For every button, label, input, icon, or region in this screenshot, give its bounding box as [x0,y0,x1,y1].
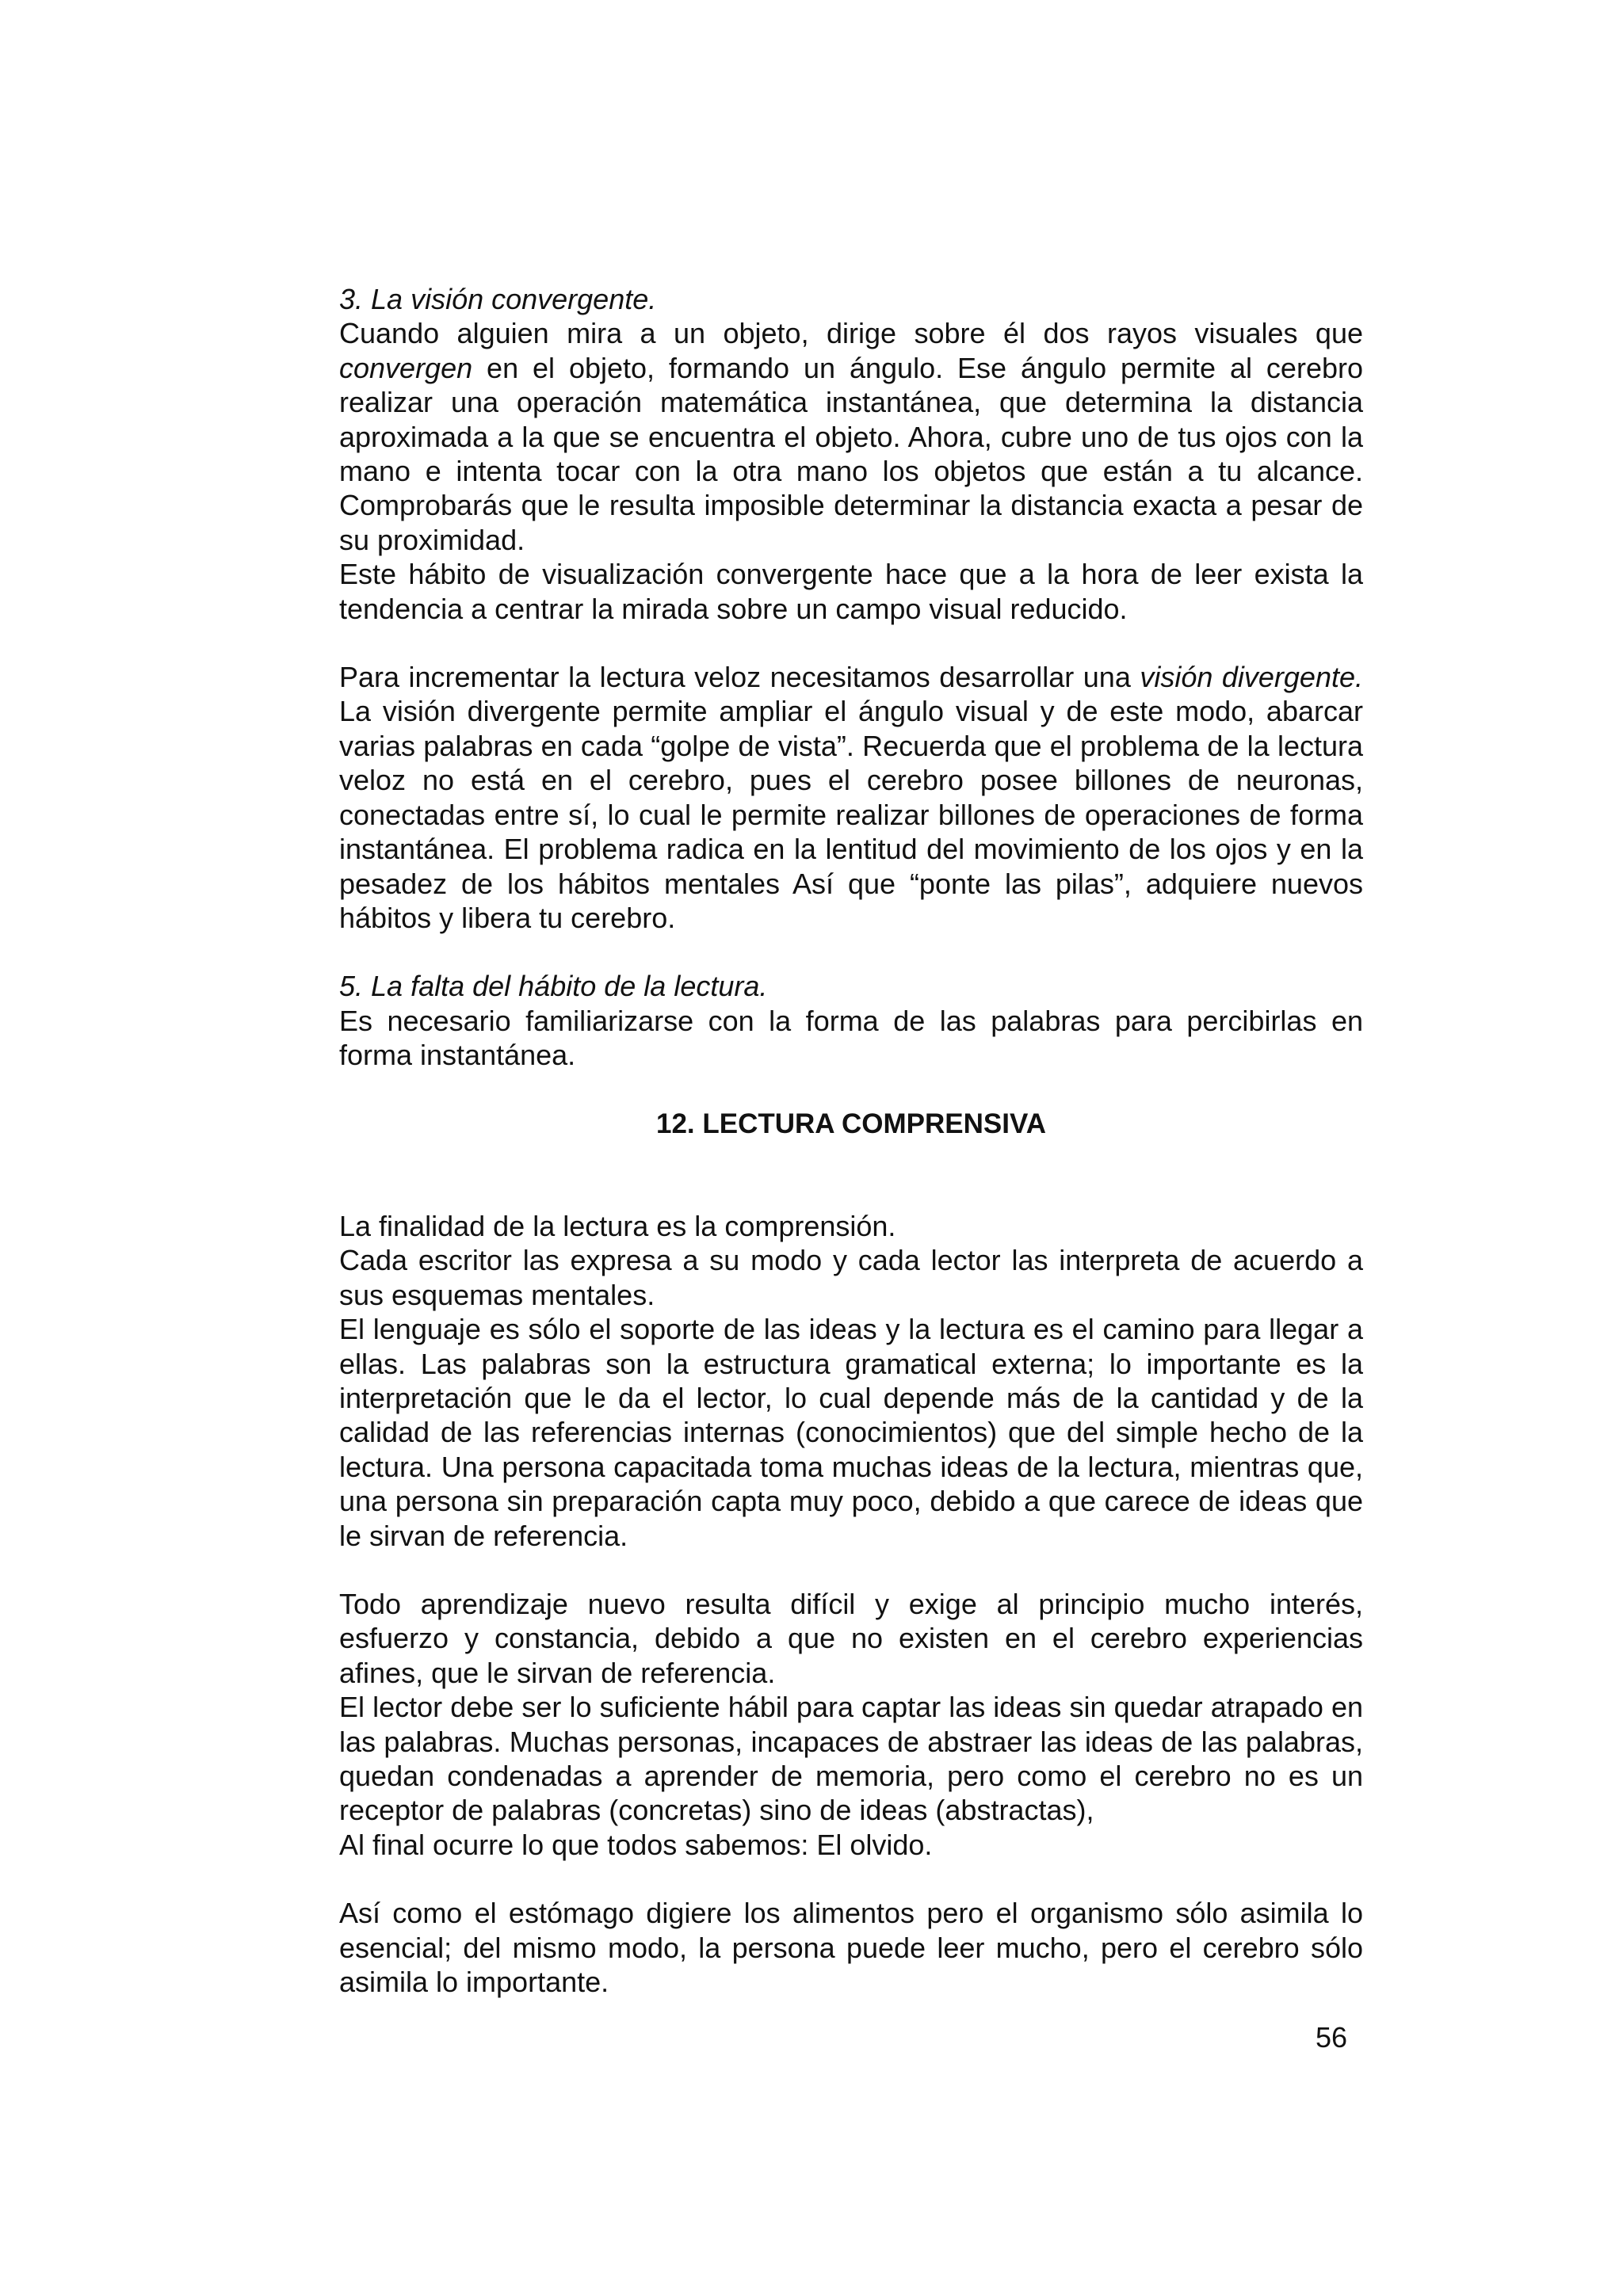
paragraph-divergent-vision: Para incrementar la lectura veloz necesitamos desarrollar una visión divergente. La visión divergente permite ampliar el ángulo visual y de este modo, abarcar varias palabras en cada “golpe de vista”. Recuerda que el problema de la lectura veloz no está en el cerebro, pues el cerebro posee billones de neuronas, conectadas entre sí, lo cual le permite realizar billones de operaciones de forma instantánea. El problema radica en la lentitud del movimiento de los ojos y en la pesadez de los hábitos mentales Así que “ponte las pilas”, adquiere nuevos hábitos y libera tu cerebro. [339,661,1363,934]
paragraph-convergent-habit: Este hábito de visualización convergente hace que a la hora de leer exista la tendencia a centrar la mirada sobre un campo visual reducido. [339,558,1363,625]
paragraph-stomach-analogy: Así como el estómago digiere los alimentos pero el organismo sólo asimila lo esencial; del mismo modo, la persona puede leer mucho, pero el cerebro sólo asimila lo importante. [339,1897,1363,1999]
paragraph-spacer [339,1073,1363,1107]
paragraph-convergent-vision: Cuando alguien mira a un objeto, dirige sobre él dos rayos visuales que convergen en el objeto, formando un ángulo. Ese ángulo permite al cerebro realizar una operación matemática instantánea, que determina la distancia aproximada a la que se encuentra el objeto. Ahora, cubre uno de tus ojos con la mano e intenta tocar con la otra mano los objetos que están a tu alcance. Comprobarás que le resulta imposible determinar la distancia exacta a pesar de su proximidad. [339,317,1363,556]
paragraph-writer-reader: Cada escritor las expresa a su modo y cada lector las interpreta de acuerdo a sus esquemas mentales. [339,1244,1363,1311]
paragraph-reading-habit: Es necesario familiarizarse con la forma de las palabras para percibirlas en forma instantánea. [339,1004,1363,1072]
subsection-3-heading: 3. La visión convergente. [339,283,657,315]
section-12-heading: 12. LECTURA COMPRENSIVA [656,1108,1046,1139]
paragraph-spacer [339,626,1363,660]
paragraph-reading-goal: La finalidad de la lectura es la comprensión. [339,1209,896,1242]
section-spacer [339,1141,1363,1209]
paragraph-skilled-reader: El lector debe ser lo suficiente hábil para captar las ideas sin quedar atrapado en las palabras. Muchas personas, incapaces de abstraer las ideas de las palabras, quedan condenadas a aprender de memoria, pero como el cerebro no es un receptor de palabras (concretas) sino de ideas (abstractas), [339,1691,1363,1827]
subsection-5-heading: 5. La falta del hábito de la lectura. [339,970,768,1003]
paragraph-spacer [339,935,1363,969]
paragraph-spacer [339,1862,1363,1896]
paragraph-forgetting: Al final ocurre lo que todos sabemos: El olvido. [339,1828,933,1861]
page-number: 56 [1315,2021,1347,2054]
paragraph-new-learning: Todo aprendizaje nuevo resulta difícil y exige al principio mucho interés, esfuerzo y constancia, debido a que no existen en el cerebro experiencias afines, que le sirvan de referencia. [339,1588,1363,1689]
paragraph-spacer [339,1553,1363,1587]
paragraph-language-support: El lenguaje es sólo el soporte de las ideas y la lectura es el camino para llegar a ellas. Las palabras son la estructura gramatical externa; lo importante es la interpretación que le da el lector, lo cual depende más de la cantidad y de la calidad de las referencias internas (conocimientos) que del simple hecho de la lectura. Una persona capacitada toma muchas ideas de la lectura, mientras que, una persona sin preparación capta muy poco, debido a que carece de ideas que le sirvan de referencia. [339,1313,1363,1552]
page-content [339,282,1363,1999]
